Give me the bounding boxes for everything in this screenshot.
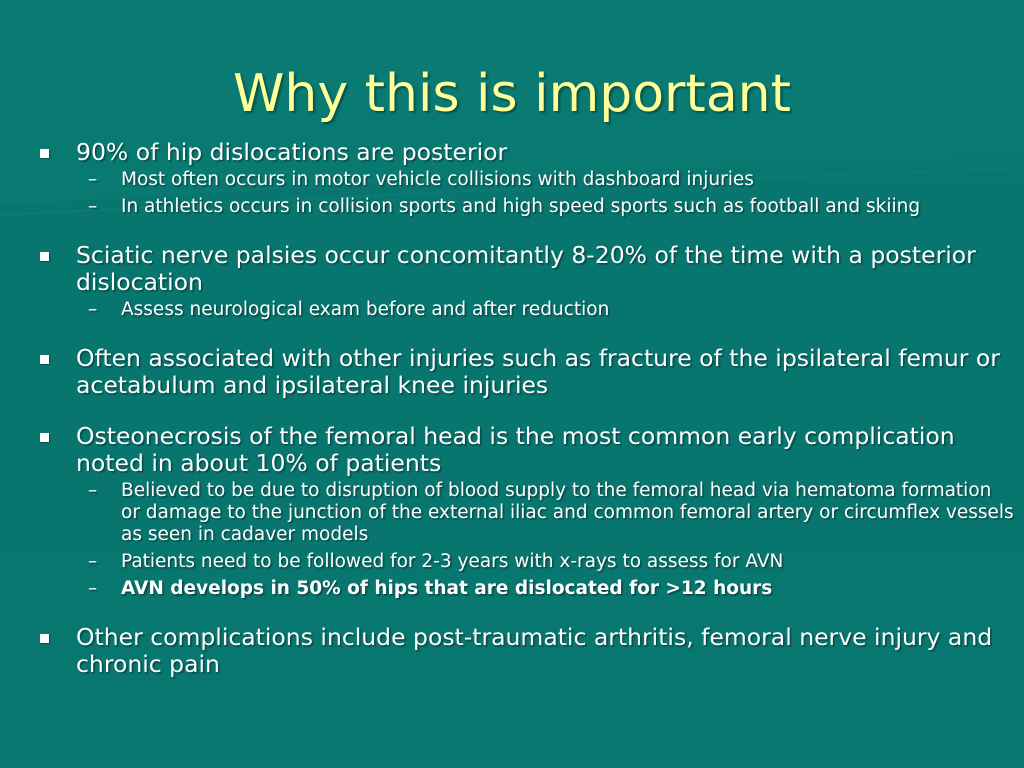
sub-bullet-list <box>76 169 1016 218</box>
dash-bullet-icon: – <box>88 299 98 320</box>
square-bullet-icon <box>40 252 49 261</box>
bullet-item <box>36 345 1016 399</box>
square-bullet-icon <box>40 355 49 364</box>
bullet-item <box>36 139 1016 218</box>
dash-bullet-icon: – <box>88 169 98 190</box>
sub-bullet-item <box>76 196 1016 218</box>
sub-bullet-item <box>76 169 1016 191</box>
bullet-text: Osteonecrosis of the femoral head is the most common early complication noted in about 10% of patients <box>76 422 955 477</box>
dash-bullet-icon: – <box>88 196 98 217</box>
sub-bullet-item <box>76 480 1016 546</box>
bullet-list <box>36 139 1016 702</box>
sub-bullet-list <box>76 480 1016 600</box>
dash-bullet-icon: – <box>88 551 98 572</box>
sub-bullet-item <box>76 578 1016 600</box>
sub-bullet-text: In athletics occurs in collision sports and high speed sports such as football and skiing <box>121 196 921 217</box>
slide-title: Why this is important <box>232 64 792 124</box>
dash-bullet-icon: – <box>88 578 98 599</box>
square-bullet-icon <box>40 149 49 158</box>
sub-bullet-list <box>76 299 1016 321</box>
sub-bullet-text: Believed to be due to disruption of blood supply to the femoral head via hematoma formation or damage to the junction of the external iliac and common femoral artery or circumflex vessels as seen in cadaver models <box>121 480 1014 545</box>
bullet-text: Often associated with other injuries such as fracture of the ipsilateral femur or acetabulum and ipsilateral knee injuries <box>76 344 1000 399</box>
sub-bullet-text: Patients need to be followed for 2-3 years with x-rays to assess for AVN <box>121 551 784 572</box>
sub-bullet-item <box>76 299 1016 321</box>
bullet-item <box>36 242 1016 321</box>
sub-bullet-text: Assess neurological exam before and after reduction <box>121 299 610 320</box>
square-bullet-icon <box>40 433 49 442</box>
dash-bullet-icon: – <box>88 480 98 501</box>
bullet-text: 90% of hip dislocations are posterior <box>76 138 508 166</box>
bullet-text: Other complications include post-traumatic arthritis, femoral nerve injury and chronic pain <box>76 623 993 678</box>
sub-bullet-item <box>76 551 1016 573</box>
sub-bullet-text: Most often occurs in motor vehicle collisions with dashboard injuries <box>121 169 754 190</box>
bullet-item <box>36 624 1016 678</box>
sub-bullet-text: AVN develops in 50% of hips that are dislocated for >12 hours <box>121 578 773 599</box>
bullet-text: Sciatic nerve palsies occur concomitantly 8-20% of the time with a posterior dislocation <box>76 241 976 296</box>
bullet-item <box>36 423 1016 600</box>
square-bullet-icon <box>40 634 49 643</box>
